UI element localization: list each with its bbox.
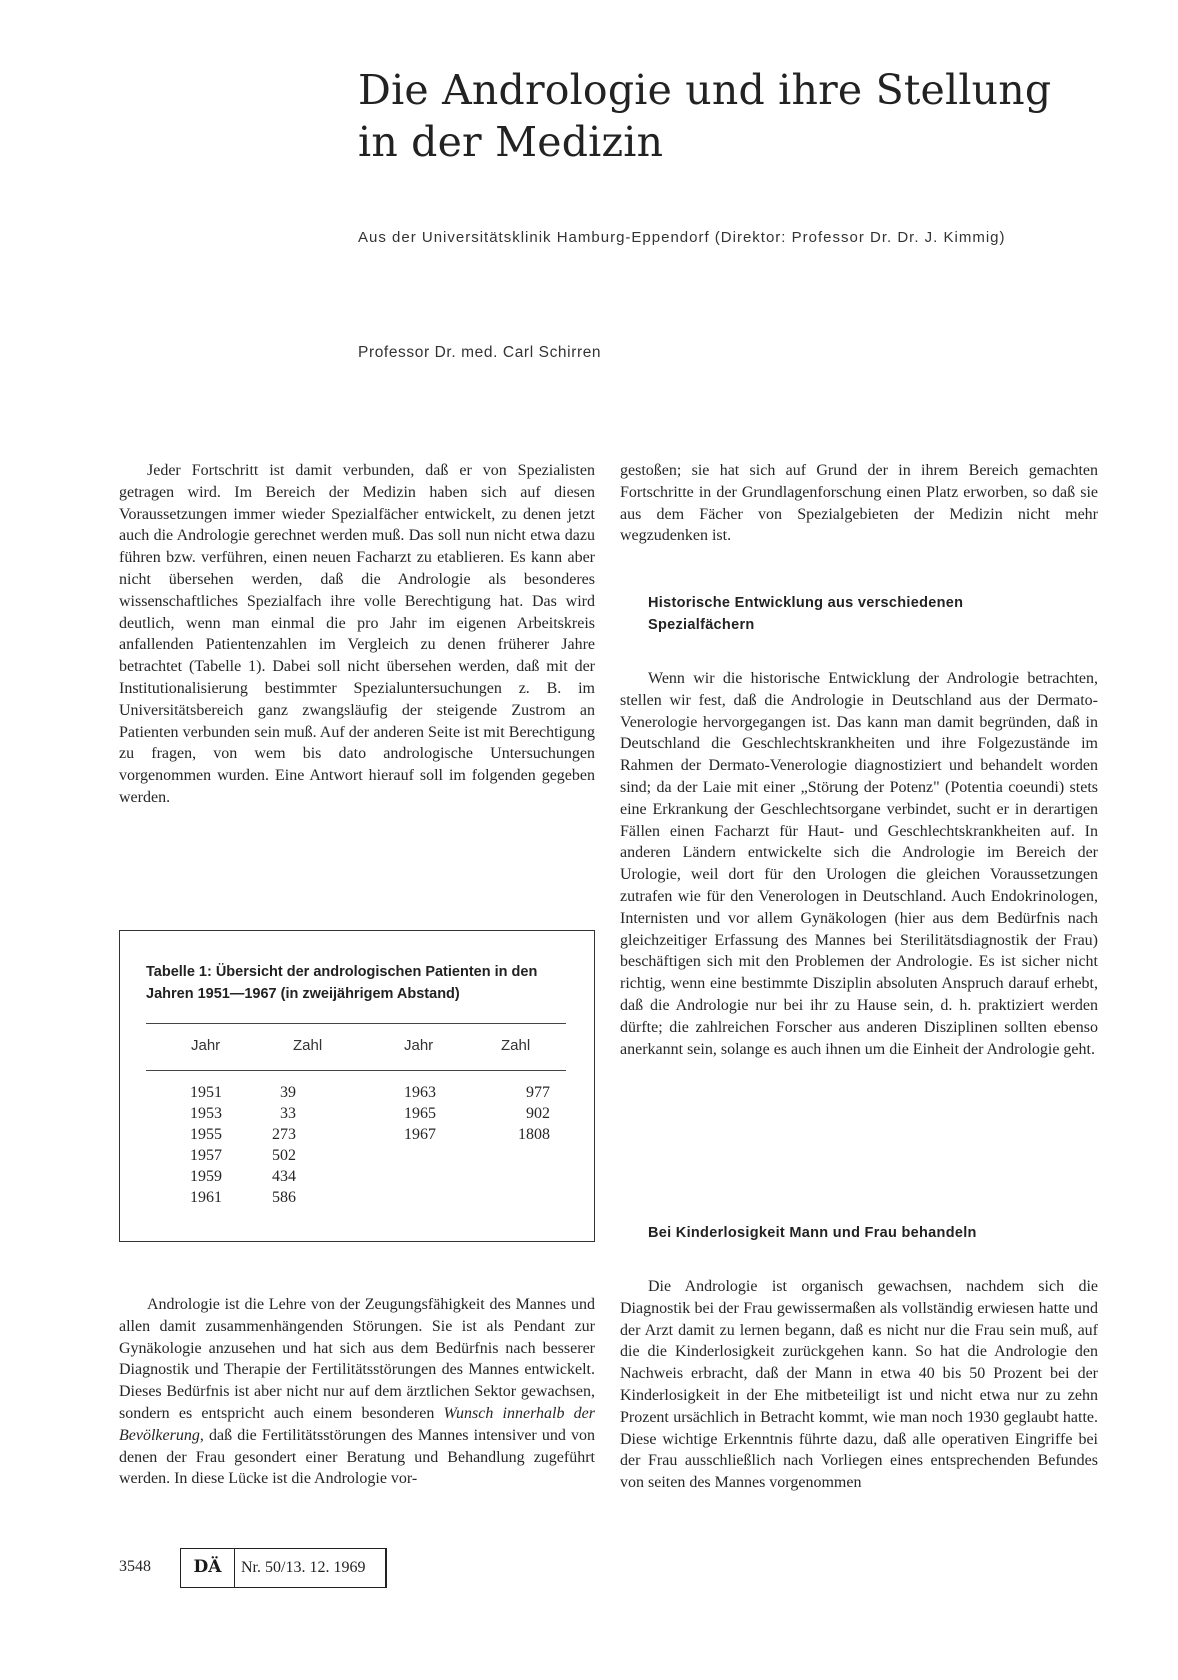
- table-box: [119, 930, 595, 1242]
- title-line-1: Die Andrologie und ihre Stellung: [358, 66, 1052, 114]
- header-zahl-2: Zahl: [501, 1037, 531, 1054]
- section-heading-historische: Historische Entwicklung aus verschiedenen Spezialfächern: [648, 595, 964, 633]
- table-row: [120, 1084, 594, 1106]
- table-row: [120, 1168, 594, 1190]
- cell-zahl: 273: [272, 1126, 296, 1143]
- cell-jahr: 1959: [190, 1168, 222, 1185]
- header-zahl-1: Zahl: [293, 1037, 323, 1054]
- cell-jahr: 1953: [190, 1105, 222, 1122]
- continuation-paragraph: [620, 460, 1098, 547]
- table-rule-top: [146, 1023, 566, 1024]
- historische-paragraph: [620, 668, 1098, 1060]
- cell-jahr: 1957: [190, 1147, 222, 1164]
- table-rule-mid: [146, 1070, 566, 1071]
- journal-footer: [180, 1548, 387, 1588]
- author: Professor Dr. med. Carl Schirren: [358, 344, 602, 361]
- intro-text: Jeder Fortschritt ist damit verbunden, daß er von Spezialisten getragen wird. Im Bereich der Medizin haben sich auf diesen Voraussetzungen immer wieder Spezialfächer entwickelt, zu denen jetzt auch die Andrologie gerechnet werden muß. Das soll nun nicht etwa dazu führen bzw. verführen, einen neuen Facharzt zu etablieren. Es kann aber nicht übersehen werden, daß die Andrologie als besonderes wissenschaftliches Spezialfach ihre volle Berechtigung hat. Das wird deutlich, wenn man einmal die pro Jahr im eigenen Arbeitskreis anfallenden Patientenzahlen im Vergleich zu denen früherer Jahre betrachtet (Tabelle 1). Dabei soll nicht übersehen werden, daß mit der Institutionalisierung bestimmter Spezialuntersuchungen z. B. im Universitätsbereich ganz zwangsläufig der steigende Zustrom an Patienten verbunden sein muß. Auf der anderen Seite ist mit Berechtigung zu fragen, von wem bis dato andrologische Untersuchungen vorgenommen wurden. Eine Antwort hierauf soll im folgenden gegeben werden.: [119, 462, 595, 806]
- definition-text-a: Andrologie ist die Lehre von der Zeugungsfähigkeit des Mannes und allen damit zusammenhängenden Störungen. Sie ist als Pendant zur Gynäkologie anzusehen und hat sich aus dem Bedürfnis nach besserer Diagnostik und Therapie der Fertilitätsstörungen des Mannes entwickelt. Dieses Bedürfnis ist aber nicht nur auf dem ärztlichen Sektor gewachsen, sondern es entspricht auch einem besonderen: [119, 1296, 595, 1422]
- section-heading-kinderlosigkeit: Bei Kinderlosigkeit Mann und Frau behandeln: [648, 1225, 977, 1241]
- cell-jahr: 1967: [404, 1126, 436, 1143]
- cell-jahr: 1963: [404, 1084, 436, 1101]
- cell-zahl: 1808: [518, 1126, 550, 1143]
- issue-info: Nr. 50/13. 12. 1969: [241, 1559, 366, 1576]
- cell-zahl: 502: [272, 1147, 296, 1164]
- cell-zahl: 39: [280, 1084, 296, 1101]
- journal-logo: DÄ: [181, 1549, 235, 1587]
- definition-text: [119, 1294, 595, 1490]
- continuation-text: gestoßen; sie hat sich auf Grund der in ihrem Bereich gemachten Fortschritte in der Grundlagenforschung einen Platz erworben, so daß sie aus dem Fächer von Spezialgebieten der Medizin nicht mehr wegzudenken ist.: [620, 462, 1098, 545]
- table-caption: Tabelle 1: Übersicht der andrologischen Patienten in den Jahren 1951—1967 (in zweijährigem Abstand): [146, 964, 538, 1002]
- definition-paragraph: [119, 1294, 595, 1490]
- kinderlosigkeit-paragraph: [620, 1276, 1098, 1494]
- table-row: [120, 1126, 594, 1148]
- header-jahr-1: Jahr: [191, 1037, 221, 1054]
- table-row: [120, 1105, 594, 1127]
- cell-zahl: 586: [272, 1189, 296, 1206]
- cell-jahr: 1965: [404, 1105, 436, 1122]
- page-number: 3548: [119, 1558, 151, 1575]
- table-row: [120, 1147, 594, 1169]
- cell-jahr: 1951: [190, 1084, 222, 1101]
- cell-jahr: 1955: [190, 1126, 222, 1143]
- definition-text-b: , daß die Fertilitätsstörungen des Mannes intensiver und von denen der Frau gesondert einer Beratung und Behandlung zugeführt werden. In diese Lücke ist die Andrologie vor-: [119, 1426, 595, 1488]
- header-jahr-2: Jahr: [404, 1037, 434, 1054]
- article-title: [358, 64, 1118, 168]
- intro-paragraph: [119, 460, 595, 809]
- kinderlosigkeit-text: Die Andrologie ist organisch gewachsen, nachdem sich die Diagnostik bei der Frau gewissermaßen als vollständig erwiesen hatte und der Arzt damit zu lernen begann, daß es nicht nur die Frau sein muß, auf die die Kinderlosigkeit zurückgehen kann. So hat die Andrologie den Nachweis erbracht, daß der Mann in etwa 40 bis 50 Prozent bei der Kinderlosigkeit in der Ehe mitbeteiligt ist und nicht etwa nur zu zehn Prozent ursächlich in Betracht kommt, wie man noch 1930 geglaubt hatte. Diese wichtige Erkenntnis führte dazu, daß alle operativen Eingriffe bei der Frau ausschließlich nach Vorliegen eines entsprechenden Befundes von seiten des Mannes vorgenommen: [620, 1278, 1098, 1492]
- affiliation: Aus der Universitätsklinik Hamburg-Eppendorf (Direktor: Professor Dr. Dr. J. Kimmig): [358, 229, 1006, 246]
- cell-jahr: 1961: [190, 1189, 222, 1206]
- cell-zahl: 977: [526, 1084, 550, 1101]
- cell-zahl: 434: [272, 1168, 296, 1185]
- cell-zahl: 902: [526, 1105, 550, 1122]
- table-row: [120, 1189, 594, 1211]
- definition-text-italic: Wunsch innerhalb der Bevölkerung: [119, 1404, 596, 1444]
- historische-text: Wenn wir die historische Entwicklung der Andrologie betrachten, stellen wir fest, daß die Andrologie in Deutschland aus der Dermato-Venerologie hervorgegangen ist. Das kann man damit begründen, daß in Deutschland die Geschlechtskrankheiten und ihre Folgezustände im Rahmen der Dermato-Venerologie diagnostiziert und behandelt worden sind; da der Laie mit einer „Störung der Potenz" (Potentia coeundi) stets eine Erkrankung der Geschlechtsorgane verbindet, sucht er in derartigen Fällen einen Facharzt für Haut- und Geschlechtskrankheiten auf. In anderen Ländern entwickelte sich die Andrologie im Bereich der Urologie, weil dort für den Urologen die gleichen Voraussetzungen zutrafen wie für den Venerologen in Deutschland. Auch Endokrinologen, Internisten und vor allem Gynäkologen (hier aus dem Bedürfnis nach gleichzeitiger Erfassung des Mannes bei Sterilitätsdiagnostik der Frau) beschäftigen sich mit den Problemen der Andrologie. Es ist sicher nicht richtig, wenn eine bestimmte Disziplin absoluten Anspruch darauf erhebt, daß die Andrologie nur bei ihr zu Hause sein, d. h. praktiziert werden dürfte; die zahlreichen Forscher aus anderen Disziplinen sollten ebenso anerkannt sein, solange es auch ihnen um die Einheit der Andrologie geht.: [620, 670, 1098, 1058]
- title-line-2: in der Medizin: [358, 118, 664, 166]
- cell-zahl: 33: [280, 1105, 296, 1122]
